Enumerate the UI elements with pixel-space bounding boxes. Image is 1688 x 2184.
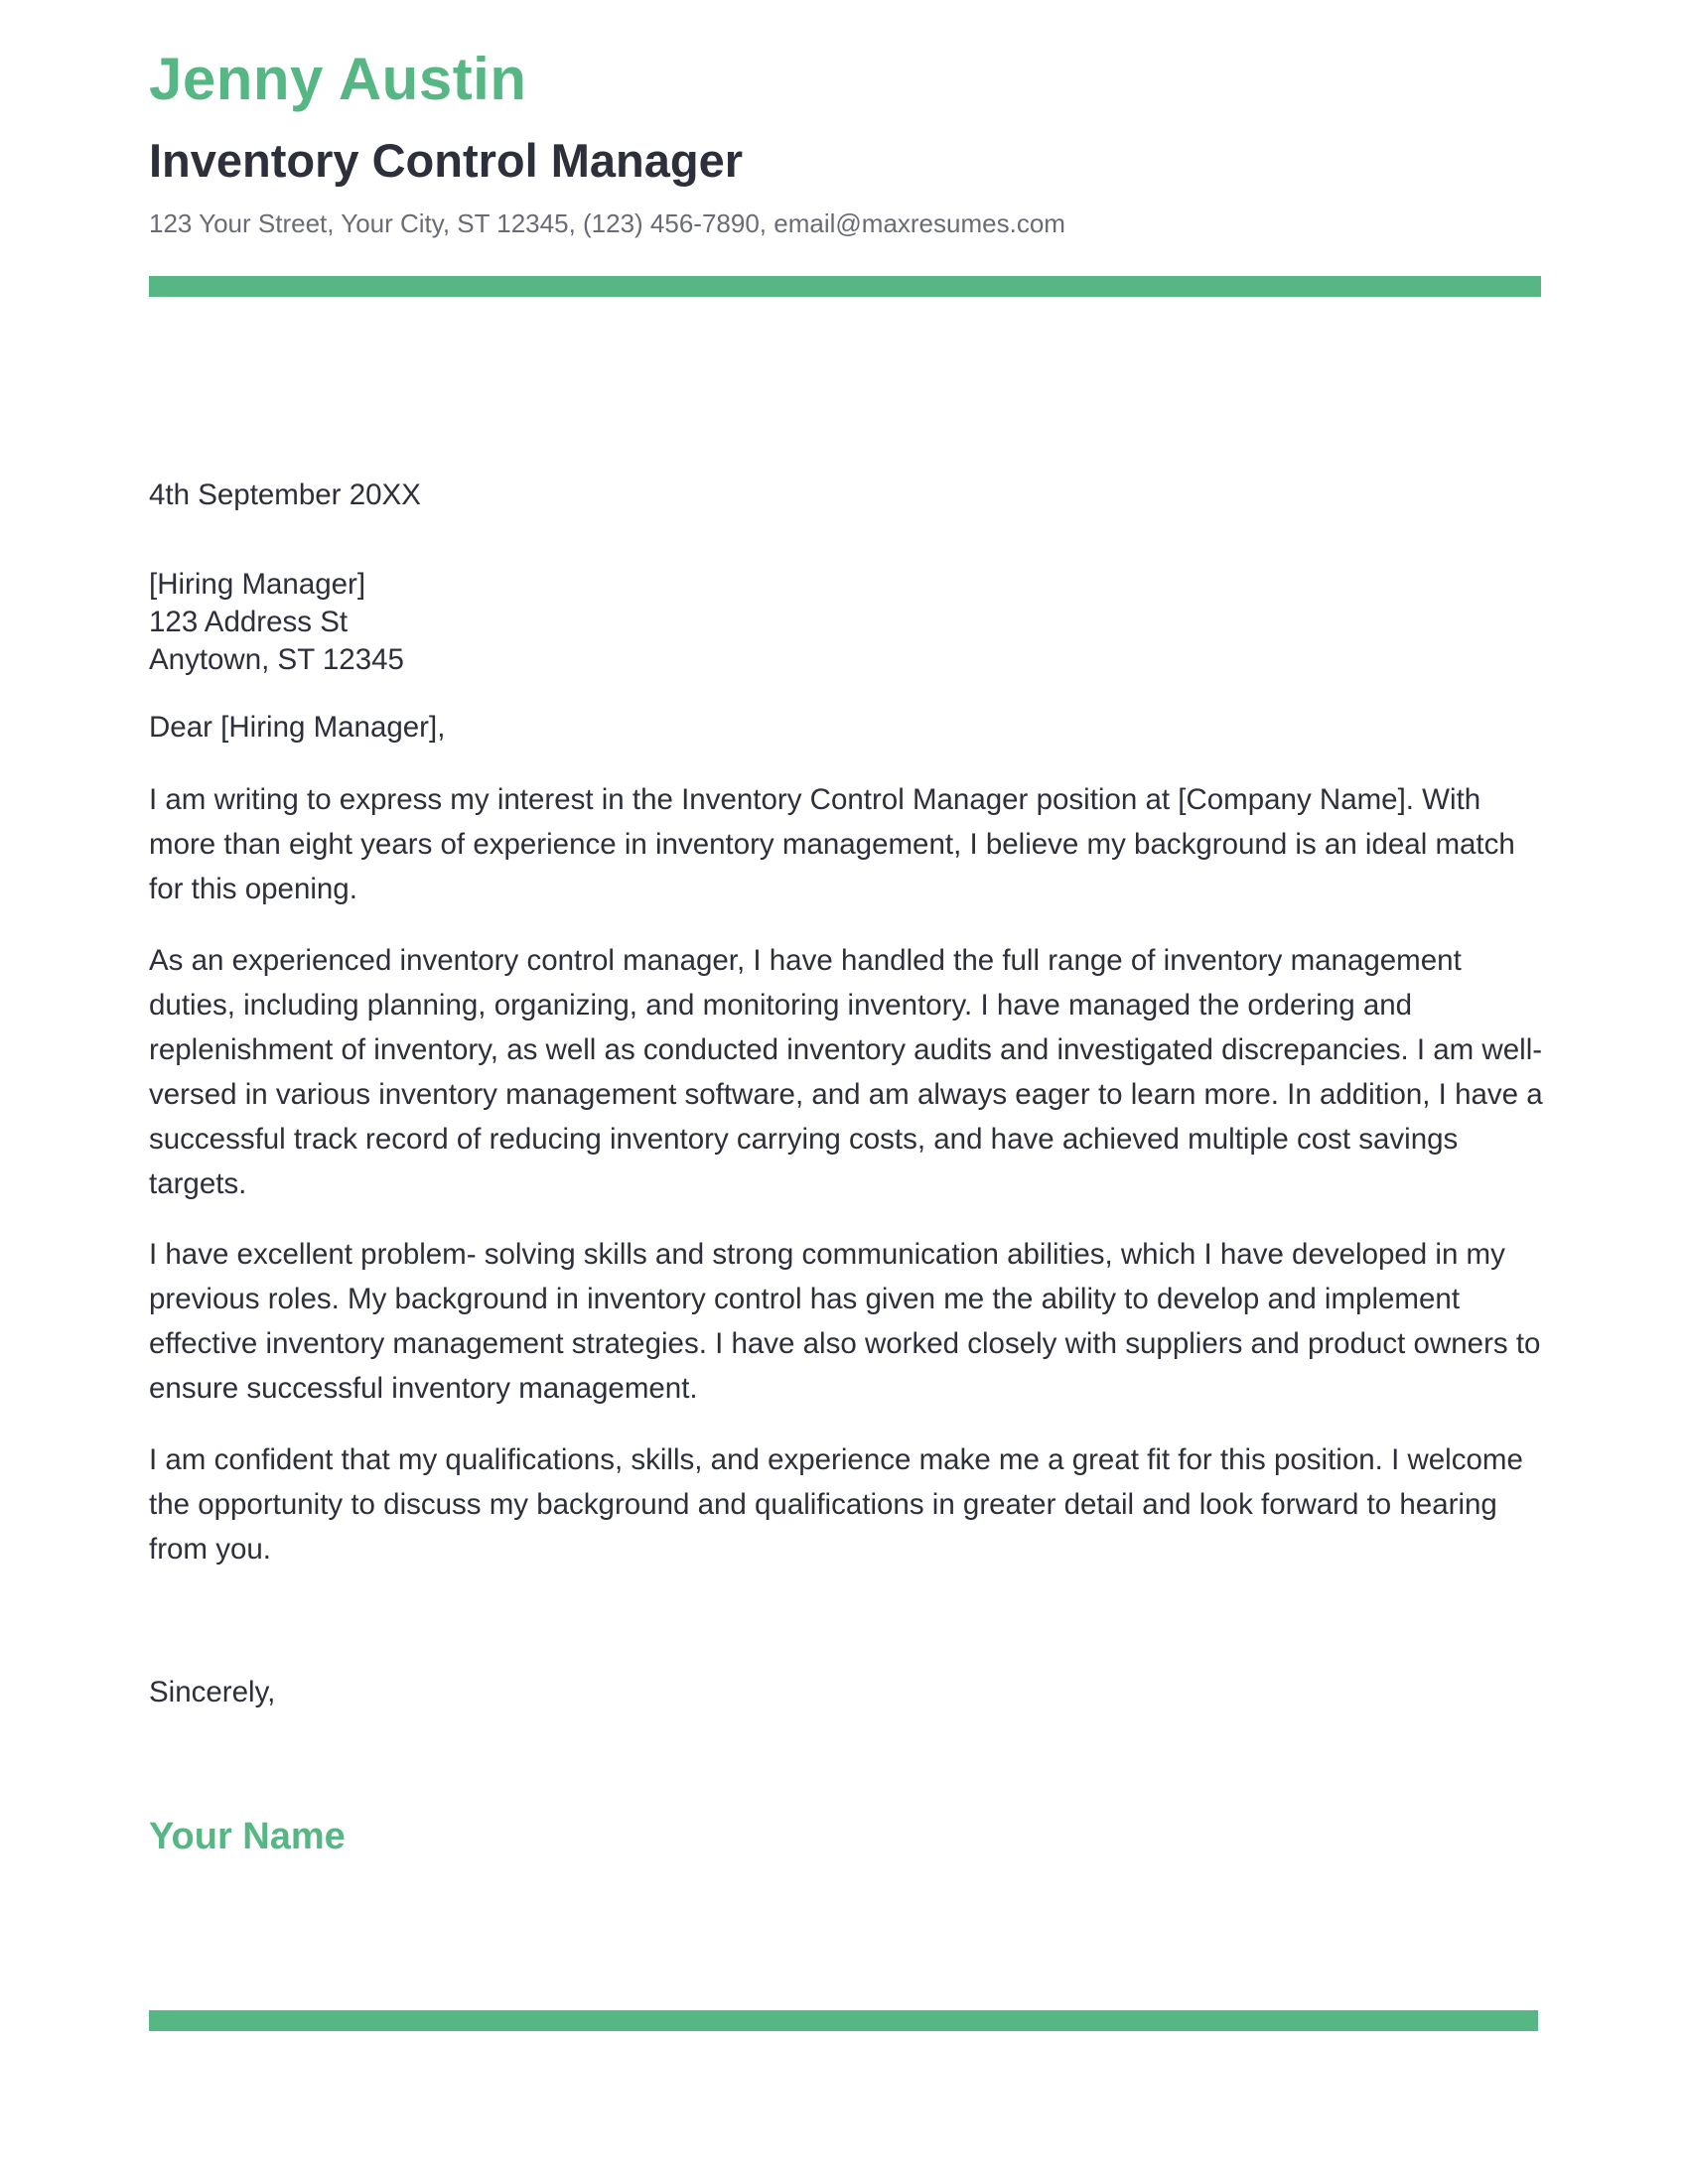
job-title: Inventory Control Manager <box>149 134 744 187</box>
body-paragraph-3: I have excellent problem- solving skills and strong communication abilities, which I have developed in my previous roles. My background in inventory control has given me the ability to develop and implement effective inventory management strategies. I have also worked closely with suppliers and product owners to ensure successful inventory management. <box>149 1238 1541 1405</box>
contact-info: 123 Your Street, Your City, ST 12345, (123) 456-7890, email@maxresumes.com <box>149 208 1065 238</box>
closing: Sincerely, <box>149 1676 276 1708</box>
header-divider <box>149 276 1541 297</box>
body-paragraph-1: I am writing to express my interest in the Inventory Control Manager position at [Company Name]. With more than eight years of experience in inventory management, I believe my background is an ideal match for this opening. <box>149 783 1515 905</box>
footer-divider <box>149 2010 1538 2031</box>
recipient-city: Anytown, ST 12345 <box>149 643 404 676</box>
body-paragraph-4: I am confident that my qualifications, skills, and experience make me a great fit for this position. I welcome the opportunity to discuss my background and qualifications in greater detail and look forward to hearing from you. <box>149 1443 1523 1566</box>
recipient-address <box>149 566 1549 679</box>
recipient-name: [Hiring Manager] <box>149 568 366 601</box>
recipient-street: 123 Address St <box>149 606 349 638</box>
salutation: Dear [Hiring Manager], <box>149 711 446 744</box>
applicant-name: Jenny Austin <box>149 46 527 112</box>
letter-date: 4th September 20XX <box>149 478 421 511</box>
signature-name: Your Name <box>149 1816 346 1857</box>
body-paragraph-2: As an experienced inventory control manager, I have handled the full range of inventory management duties, including planning, organizing, and monitoring inventory. I have managed the ordering and replenishment of inventory, as well as conducted inventory audits and investigated discrepancies. I am well- versed in various inventory management software, and am always eager to learn more. In addition, I have a successful track record of reducing inventory carrying costs, and have achieved multiple cost savings targets. <box>149 944 1543 1200</box>
